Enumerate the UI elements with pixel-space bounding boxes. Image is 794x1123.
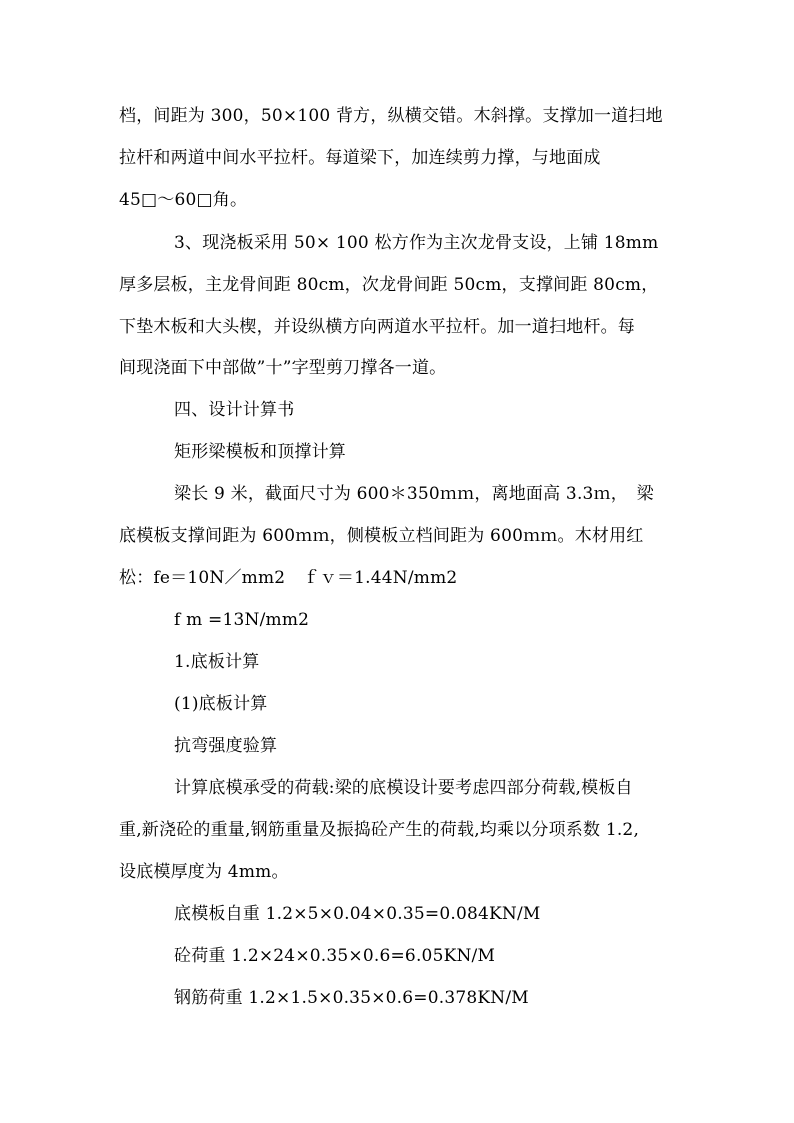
subsection-heading: (1)底板计算	[174, 694, 268, 714]
subsection-heading: 矩形梁模板和顶撑计算	[174, 442, 346, 462]
paragraph-line: 下垫木板和大头楔，并设纵横方向两道水平拉杆。加一道扫地杆。每	[119, 317, 635, 337]
paragraph-line: 厚多层板，主龙骨间距 80cm，次龙骨间距 50cm，支撑间距 80cm，	[119, 275, 659, 295]
paragraph-line: 间现浇面下中部做”十”字型剪刀撑各一道。	[119, 358, 447, 378]
paragraph-line: 拉杆和两道中间水平拉杆。每道梁下，加连续剪力撑，与地面成	[119, 148, 601, 168]
paragraph-line: 松：fe＝10N／mm2 ｆｖ＝1.44N/mm2	[119, 568, 458, 588]
paragraph-line: f m =13N/mm2	[174, 610, 310, 630]
formula-line: 砼荷重 1.2×24×0.35×0.6=6.05KN/M	[174, 946, 496, 966]
paragraph-line: 设底模厚度为 4mm。	[119, 862, 289, 882]
subsection-heading: 抗弯强度验算	[174, 736, 278, 756]
paragraph-line: 计算底模承受的荷载:梁的底模设计要考虑四部分荷载,模板自	[174, 778, 633, 798]
formula-line: 钢筋荷重 1.2×1.5×0.35×0.6=0.378KN/M	[174, 988, 529, 1008]
paragraph-line: 重,新浇砼的重量,钢筋重量及振捣砼产生的荷载,均乘以分项系数 1.2,	[119, 820, 640, 840]
paragraph-line: 档，间距为 300，50×100 背方，纵横交错。木斜撑。支撑加一道扫地	[119, 106, 663, 126]
formula-line: 底模板自重 1.2×5×0.04×0.35=0.084KN/M	[174, 904, 541, 924]
paragraph-line: 3、现浇板采用 50× 100 松方作为主次龙骨支设，上铺 18mm	[174, 233, 659, 253]
paragraph-line: 底模板支撑间距为 600ｍｍ，侧模板立档间距为 600ｍｍ。木材用红	[119, 526, 644, 546]
paragraph-line: 45□～60□角。	[119, 190, 248, 210]
paragraph-line: 梁长 9 米，截面尺寸为 600＊350ｍｍ，离地面高 3.3ｍ， 梁	[174, 484, 654, 504]
subsection-heading: 1.底板计算	[174, 652, 260, 672]
section-heading: 四、设计计算书	[174, 400, 295, 420]
